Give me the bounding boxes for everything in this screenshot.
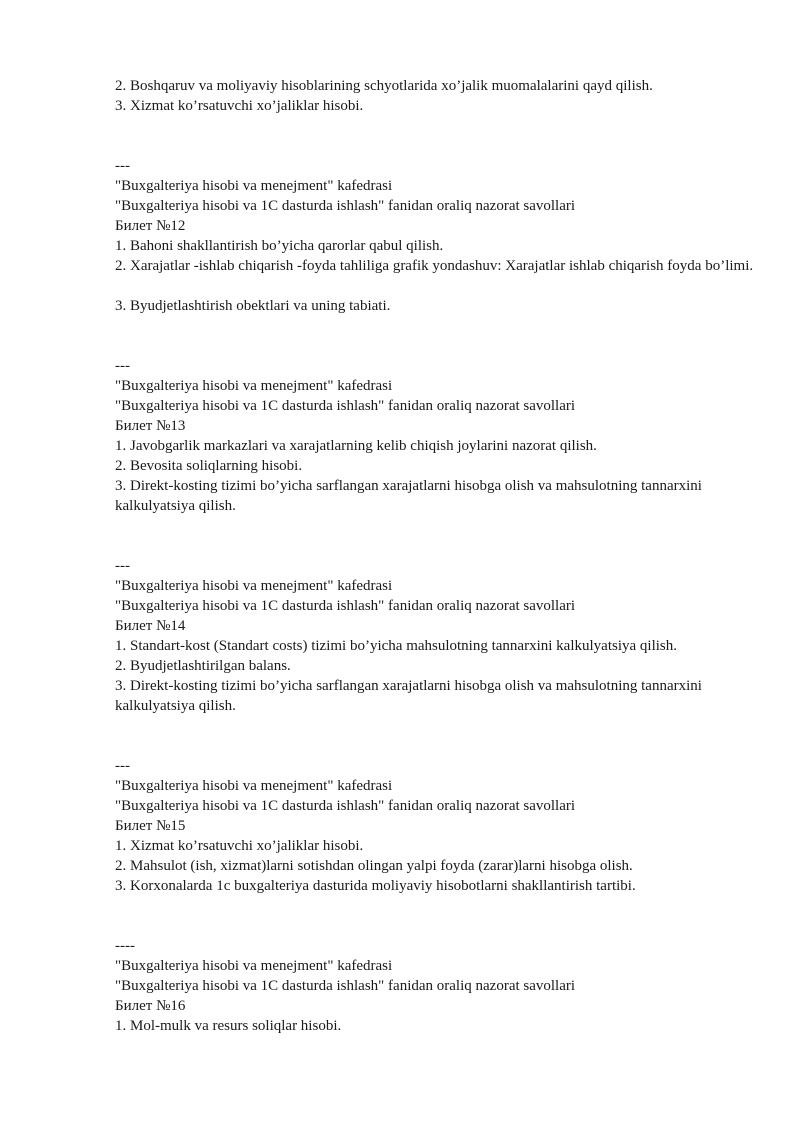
ticket-number: Билет №13 (115, 418, 186, 434)
separator: --- (115, 758, 130, 774)
department-line: "Buxgalteriya hisobi va menejment" kafedrasi (115, 578, 393, 594)
question-line: 1. Javobgarlik markazlari va xarajatlarning kelib chiqish joylarini nazorat qilish. (115, 438, 597, 454)
question-line: 1. Xizmat ko’rsatuvchi xo’jaliklar hisobi. (115, 838, 364, 854)
question-line: 2. Xarajatlar -ishlab chiqarish -foyda tahliliga grafik yondashuv: Xarajatlar ishlab chiqarish foyda bo’limi. (115, 258, 754, 274)
course-line: "Buxgalteriya hisobi va 1C dasturda ishlash" fanidan oraliq nazorat savollari (115, 978, 576, 994)
question-line: 3. Korxonalarda 1c buxgalteriya dasturida moliyaviy hisobotlarni shakllantirish tartibi. (115, 878, 636, 894)
question-line: 3. Byudjetlashtirish obektlari va uning tabiati. (115, 298, 391, 314)
question-line: 2. Byudjetlashtirilgan balans. (115, 658, 291, 674)
separator: --- (115, 158, 130, 174)
department-line: "Buxgalteriya hisobi va menejment" kafedrasi (115, 778, 393, 794)
separator: --- (115, 558, 130, 574)
question-line: 2. Mahsulot (ish, xizmat)larni sotishdan olingan yalpi foyda (zarar)larni hisobga olish. (115, 858, 633, 874)
separator: ---- (115, 938, 135, 954)
separator: --- (115, 358, 130, 374)
course-line: "Buxgalteriya hisobi va 1C dasturda ishlash" fanidan oraliq nazorat savollari (115, 798, 576, 814)
course-line: "Buxgalteriya hisobi va 1C dasturda ishlash" fanidan oraliq nazorat savollari (115, 198, 576, 214)
question-line: 2. Bevosita soliqlarning hisobi. (115, 458, 303, 474)
ticket-number: Билет №16 (115, 998, 186, 1014)
ticket-number: Билет №15 (115, 818, 186, 834)
ticket-number: Билет №14 (115, 618, 186, 634)
course-line: "Buxgalteriya hisobi va 1C dasturda ishlash" fanidan oraliq nazorat savollari (115, 398, 576, 414)
question-line: 3. Direkt-kosting tizimi bo’yicha sarflangan xarajatlarni hisobga olish va mahsulotning tannarxini kalkulyatsiya qilish. (115, 478, 702, 514)
department-line: "Buxgalteriya hisobi va menejment" kafedrasi (115, 178, 393, 194)
question-line: 1. Mol-mulk va resurs soliqlar hisobi. (115, 1018, 342, 1034)
question-line: 1. Standart-kost (Standart costs) tizimi bo’yicha mahsulotning tannarxini kalkulyatsiya qilish. (115, 638, 677, 654)
department-line: "Buxgalteriya hisobi va menejment" kafedrasi (115, 378, 393, 394)
question-line: 2. Boshqaruv va moliyaviy hisoblarining schyotlarida xo’jalik muomalalarini qayd qilish. (115, 78, 653, 94)
question-line: 1. Bahoni shakllantirish bo’yicha qarorlar qabul qilish. (115, 238, 444, 254)
question-line: 3. Xizmat ko’rsatuvchi xo’jaliklar hisobi. (115, 98, 364, 114)
question-line: 3. Direkt-kosting tizimi bo’yicha sarflangan xarajatlarni hisobga olish va mahsulotning tannarxini kalkulyatsiya qilish. (115, 678, 702, 714)
course-line: "Buxgalteriya hisobi va 1C dasturda ishlash" fanidan oraliq nazorat savollari (115, 598, 576, 614)
ticket-number: Билет №12 (115, 218, 186, 234)
department-line: "Buxgalteriya hisobi va menejment" kafedrasi (115, 958, 393, 974)
